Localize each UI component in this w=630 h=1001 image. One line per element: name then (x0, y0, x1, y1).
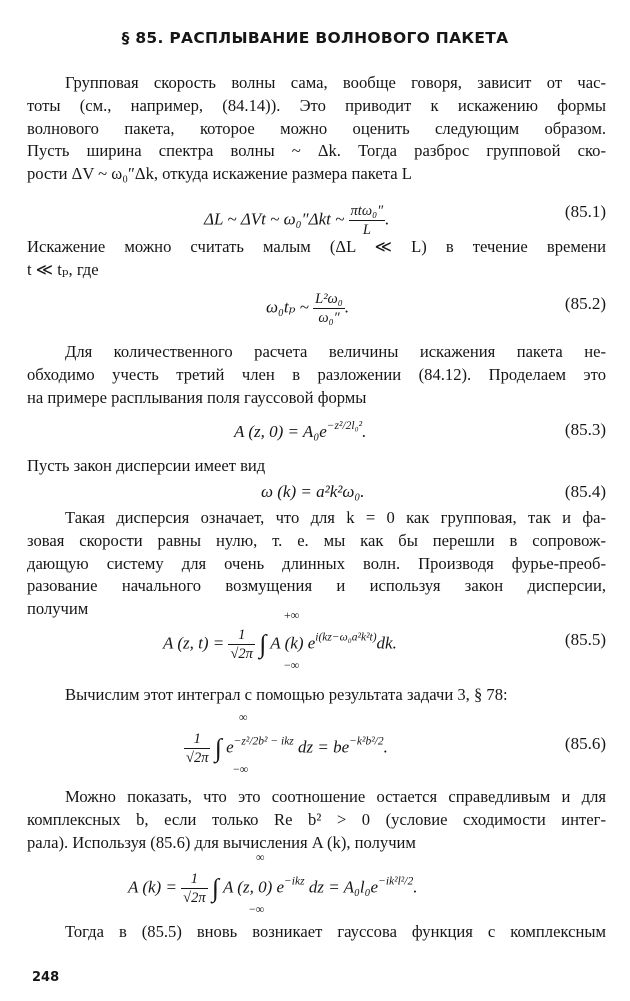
equation-tail: dk. (376, 633, 397, 653)
exponent: −z²/2l₀² (326, 420, 363, 432)
equation-tail: dz = A₀l₀e (308, 877, 379, 897)
page-number: 248 (32, 970, 60, 985)
equation-number: (85.6) (564, 734, 606, 753)
exponent: −ikz (284, 875, 305, 888)
text-line: комплексных b, если только Re b² > 0 (условие сходимости интег- (27, 809, 606, 829)
fraction-numerator: 1 (184, 730, 210, 749)
equation-unnumbered (27, 850, 606, 916)
equation-number: (85.4) (564, 482, 606, 501)
integral-lower-limit: −∞ (233, 762, 249, 776)
text-line: зовая скорости равны нулю, т. е. мы как бы перешли в сопровож- (27, 530, 606, 550)
fraction-denominator: √2π (230, 646, 253, 662)
paragraph-2 (27, 236, 606, 282)
integral-lower-limit: −∞ (249, 902, 265, 916)
paragraph-4 (27, 455, 606, 478)
equation-85-5 (27, 608, 606, 674)
text-line: волнового пакета, которое можно оценить следующим образом. (27, 118, 606, 138)
equation-end: . (383, 737, 388, 757)
integral-sign: ∫ (211, 873, 220, 903)
equation-tail: . (344, 297, 350, 317)
equation-lhs: A (k) = (128, 877, 177, 897)
equation-expression: ω (k) = a²k²ω₀. (261, 482, 365, 501)
equation-tail: . (362, 422, 367, 441)
text-line: на примере расплывания поля гауссовой формы (27, 387, 367, 407)
integral-upper-limit: ∞ (256, 850, 265, 864)
paragraph-7 (27, 786, 606, 854)
text-line: Вычислим этот интеграл с помощью результата задачи 3, § 78: (65, 685, 508, 704)
fraction-numerator: L²ω₀ (315, 291, 343, 307)
paragraph-1 (27, 72, 606, 186)
exponent: −k²b²/2 (349, 735, 384, 748)
integrand: A (k) e (270, 633, 316, 653)
integrand: e (226, 737, 234, 757)
fraction-denominator: L (362, 222, 371, 238)
equation-85-3 (27, 414, 606, 448)
equation-end: . (413, 877, 418, 897)
equation-tail: . (385, 209, 390, 229)
equation-expression: A (z, 0) = A₀e (234, 422, 327, 441)
paragraph-3 (27, 341, 606, 409)
integral-sign: ∫ (214, 733, 222, 763)
integrand: A (z, 0) e (222, 877, 285, 897)
equation-expression: ω₀tₚ ~ (266, 297, 309, 317)
paragraph-6 (27, 684, 606, 707)
section-title: § 85. РАСПЛЫВАНИЕ ВОЛНОВОГО ПАКЕТА (121, 29, 509, 47)
equation-85-4 (27, 480, 606, 508)
paragraph-5 (27, 507, 606, 621)
equation-number: (85.3) (564, 420, 606, 439)
text-line: Такая дисперсия означает, что для k = 0 как групповая, так и фа- (65, 508, 606, 527)
integral-upper-limit: ∞ (239, 710, 248, 724)
text-line: Искажение можно считать малым (ΔL ≪ L) в течение времени (27, 237, 606, 256)
text-line: рала). Используя (85.6) для вычисления A (k), получим (27, 832, 416, 852)
exponent: −ik²l²/2 (378, 875, 414, 888)
text-line: Для количественного расчета величины искажения пакета не- (65, 342, 606, 361)
fraction-denominator: √2π (183, 890, 206, 906)
text-line: Групповая скорость волны сама, вообще говоря, зависит от час- (65, 73, 606, 92)
exponent: i(kz−ω₀a²k²t) (315, 631, 377, 644)
text-line: рости ΔV ~ ω₀″Δk, откуда искажение размера пакета L (27, 164, 412, 184)
fraction-numerator: 1 (181, 870, 207, 889)
text-line: получим (27, 599, 89, 619)
equation-number: (85.1) (564, 202, 606, 221)
paragraph-8 (27, 921, 606, 944)
fraction-denominator: √2π (186, 750, 209, 766)
fraction-denominator: ω₀″ (318, 310, 340, 326)
equation-85-2 (27, 286, 606, 332)
integral-upper-limit: +∞ (284, 608, 300, 622)
text-line: дающую систему для очень длинных волн. Производя фурье-преоб- (27, 553, 606, 573)
equation-85-1 (27, 190, 606, 236)
integral-sign: ∫ (259, 629, 267, 659)
text-line: разование начального возмущения и используя закон дисперсии, (27, 576, 606, 596)
text-line: тоты (см., например, (84.14)). Это приводит к искажению формы (27, 95, 606, 115)
text-line: Тогда в (85.5) вновь возникает гауссова функция с комплексным (65, 922, 606, 941)
integral-lower-limit: −∞ (284, 658, 300, 672)
text-line: Пусть ширина спектра волны ~ Δk. Тогда разброс групповой ско- (27, 141, 606, 161)
equation-tail: dz = be (298, 737, 350, 757)
text-line: Можно показать, что это соотношение остается справедливым и для (65, 787, 606, 806)
equation-lhs: A (z, t) = (163, 633, 225, 653)
text-line: t ≪ tₚ, где (27, 259, 99, 279)
fraction-numerator: 1 (228, 626, 254, 645)
equation-number: (85.2) (564, 294, 606, 313)
exponent: −z²/2b² − ikz (233, 735, 294, 748)
text-line: обходимо учесть третий член в разложении (84.12). Проделаем это (27, 364, 606, 384)
equation-85-6 (27, 710, 606, 776)
text-line: Пусть закон дисперсии имеет вид (27, 456, 266, 475)
equation-expression: ΔL ~ ΔVt ~ ω₀″Δkt ~ (204, 209, 345, 229)
equation-number: (85.5) (564, 630, 606, 649)
fraction-numerator: πtω₀″ (350, 203, 384, 219)
